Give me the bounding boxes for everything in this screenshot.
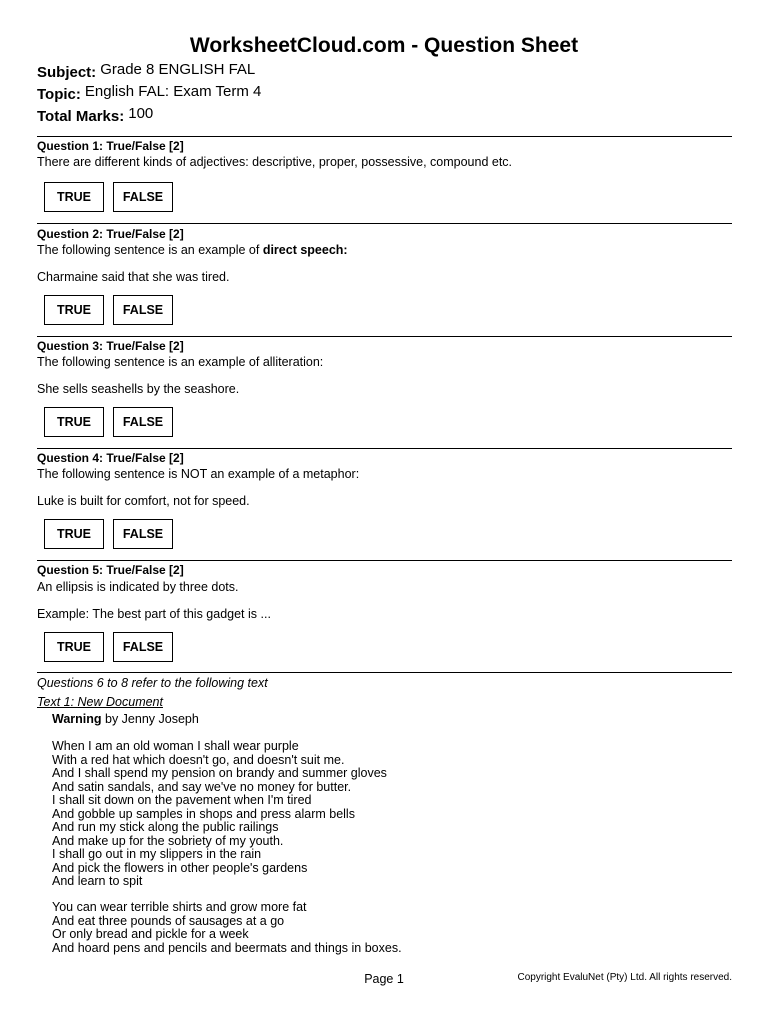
- question-3-example: She sells seashells by the seashore.: [37, 382, 240, 396]
- poem-line: And run my stick along the public railings: [52, 820, 279, 834]
- question-2-text: [37, 243, 348, 258]
- question-2-text-prefix: The following sentence is an example of: [37, 243, 263, 257]
- divider: [37, 560, 732, 561]
- question-2-example: Charmaine said that she was tired.: [37, 270, 230, 284]
- divider: [37, 672, 732, 673]
- poem-line: When I am an old woman I shall wear purple: [52, 739, 299, 753]
- topic-value: English FAL: Exam Term 4: [84, 83, 262, 100]
- poem-author: by Jenny Joseph: [101, 712, 199, 726]
- question-2-text-emphasis: direct speech:: [262, 243, 348, 257]
- poem-line: And hoard pens and pencils and beermats and things in boxes.: [52, 940, 402, 955]
- question-5-example: Example: The best part of this gadget is ...: [37, 607, 271, 621]
- divider: [37, 336, 732, 337]
- poem-stanza-1: [52, 740, 387, 889]
- poem-line: And eat three pounds of sausages at a go: [52, 913, 285, 928]
- poem-heading: [52, 712, 199, 727]
- question-4-text: The following sentence is NOT an example of a metaphor:: [37, 467, 360, 481]
- poem-line: And gobble up samples in shops and press alarm bells: [52, 806, 355, 821]
- subject-row: [37, 61, 256, 82]
- question-3-text: The following sentence is an example of alliteration:: [37, 355, 324, 369]
- passage-label: Text 1: New Document: [37, 695, 163, 709]
- question-5-text: An ellipsis is indicated by three dots.: [37, 580, 239, 594]
- question-5-heading: Question 5: True/False [2]: [37, 563, 184, 577]
- question-3-heading: Question 3: True/False [2]: [37, 339, 184, 353]
- poem-stanza-2: [52, 901, 402, 955]
- total-marks-value: 100: [128, 105, 154, 122]
- subject-value: Grade 8 ENGLISH FAL: [100, 61, 256, 78]
- subject-label: Subject:: [37, 64, 97, 81]
- question-5-true-button[interactable]: TRUE: [44, 632, 104, 662]
- question-4-heading: Question 4: True/False [2]: [37, 451, 184, 465]
- divider: [37, 448, 732, 449]
- question-3-false-button[interactable]: FALSE: [113, 407, 173, 437]
- question-4-example: Luke is built for comfort, not for speed.: [37, 494, 250, 508]
- copyright-notice: Copyright EvaluNet (Pty) Ltd. All rights reserved.: [517, 972, 732, 983]
- topic-label: Topic:: [37, 86, 81, 103]
- poem-line: Or only bread and pickle for a week: [52, 927, 249, 941]
- poem-line: I shall go out in my slippers in the rain: [52, 847, 262, 861]
- poem-title: Warning: [52, 712, 102, 726]
- question-1-heading: Question 1: True/False [2]: [37, 139, 184, 153]
- poem-line: And I shall spend my pension on brandy and summer gloves: [52, 766, 387, 780]
- question-4-true-button[interactable]: TRUE: [44, 519, 104, 549]
- divider: [37, 223, 732, 224]
- poem-line: And pick the flowers in other people's gardens: [52, 860, 308, 875]
- passage-intro: Questions 6 to 8 refer to the following text: [37, 676, 268, 690]
- poem-line: And satin sandals, and say we've no money for butter.: [52, 779, 352, 794]
- question-2-heading: Question 2: True/False [2]: [37, 227, 184, 241]
- total-marks-row: [37, 105, 154, 126]
- poem-line: And make up for the sobriety of my youth.: [52, 833, 284, 848]
- poem-line: And learn to spit: [52, 874, 143, 888]
- question-1-text: There are different kinds of adjectives: descriptive, proper, possessive, compound etc.: [37, 155, 513, 169]
- poem-line: You can wear terrible shirts and grow more fat: [52, 900, 307, 914]
- question-2-false-button[interactable]: FALSE: [113, 295, 173, 325]
- total-marks-label: Total Marks:: [37, 108, 125, 125]
- page-title: WorksheetCloud.com - Question Sheet: [189, 34, 579, 57]
- topic-row: [37, 83, 262, 104]
- question-4-false-button[interactable]: FALSE: [113, 519, 173, 549]
- question-1-true-button[interactable]: TRUE: [44, 182, 104, 212]
- question-3-true-button[interactable]: TRUE: [44, 407, 104, 437]
- poem-line: I shall sit down on the pavement when I'm tired: [52, 793, 312, 807]
- question-2-true-button[interactable]: TRUE: [44, 295, 104, 325]
- poem-line: With a red hat which doesn't go, and doesn't suit me.: [52, 752, 345, 767]
- question-1-false-button[interactable]: FALSE: [113, 182, 173, 212]
- page-number: Page 1: [364, 972, 404, 986]
- divider: [37, 136, 732, 137]
- question-5-false-button[interactable]: FALSE: [113, 632, 173, 662]
